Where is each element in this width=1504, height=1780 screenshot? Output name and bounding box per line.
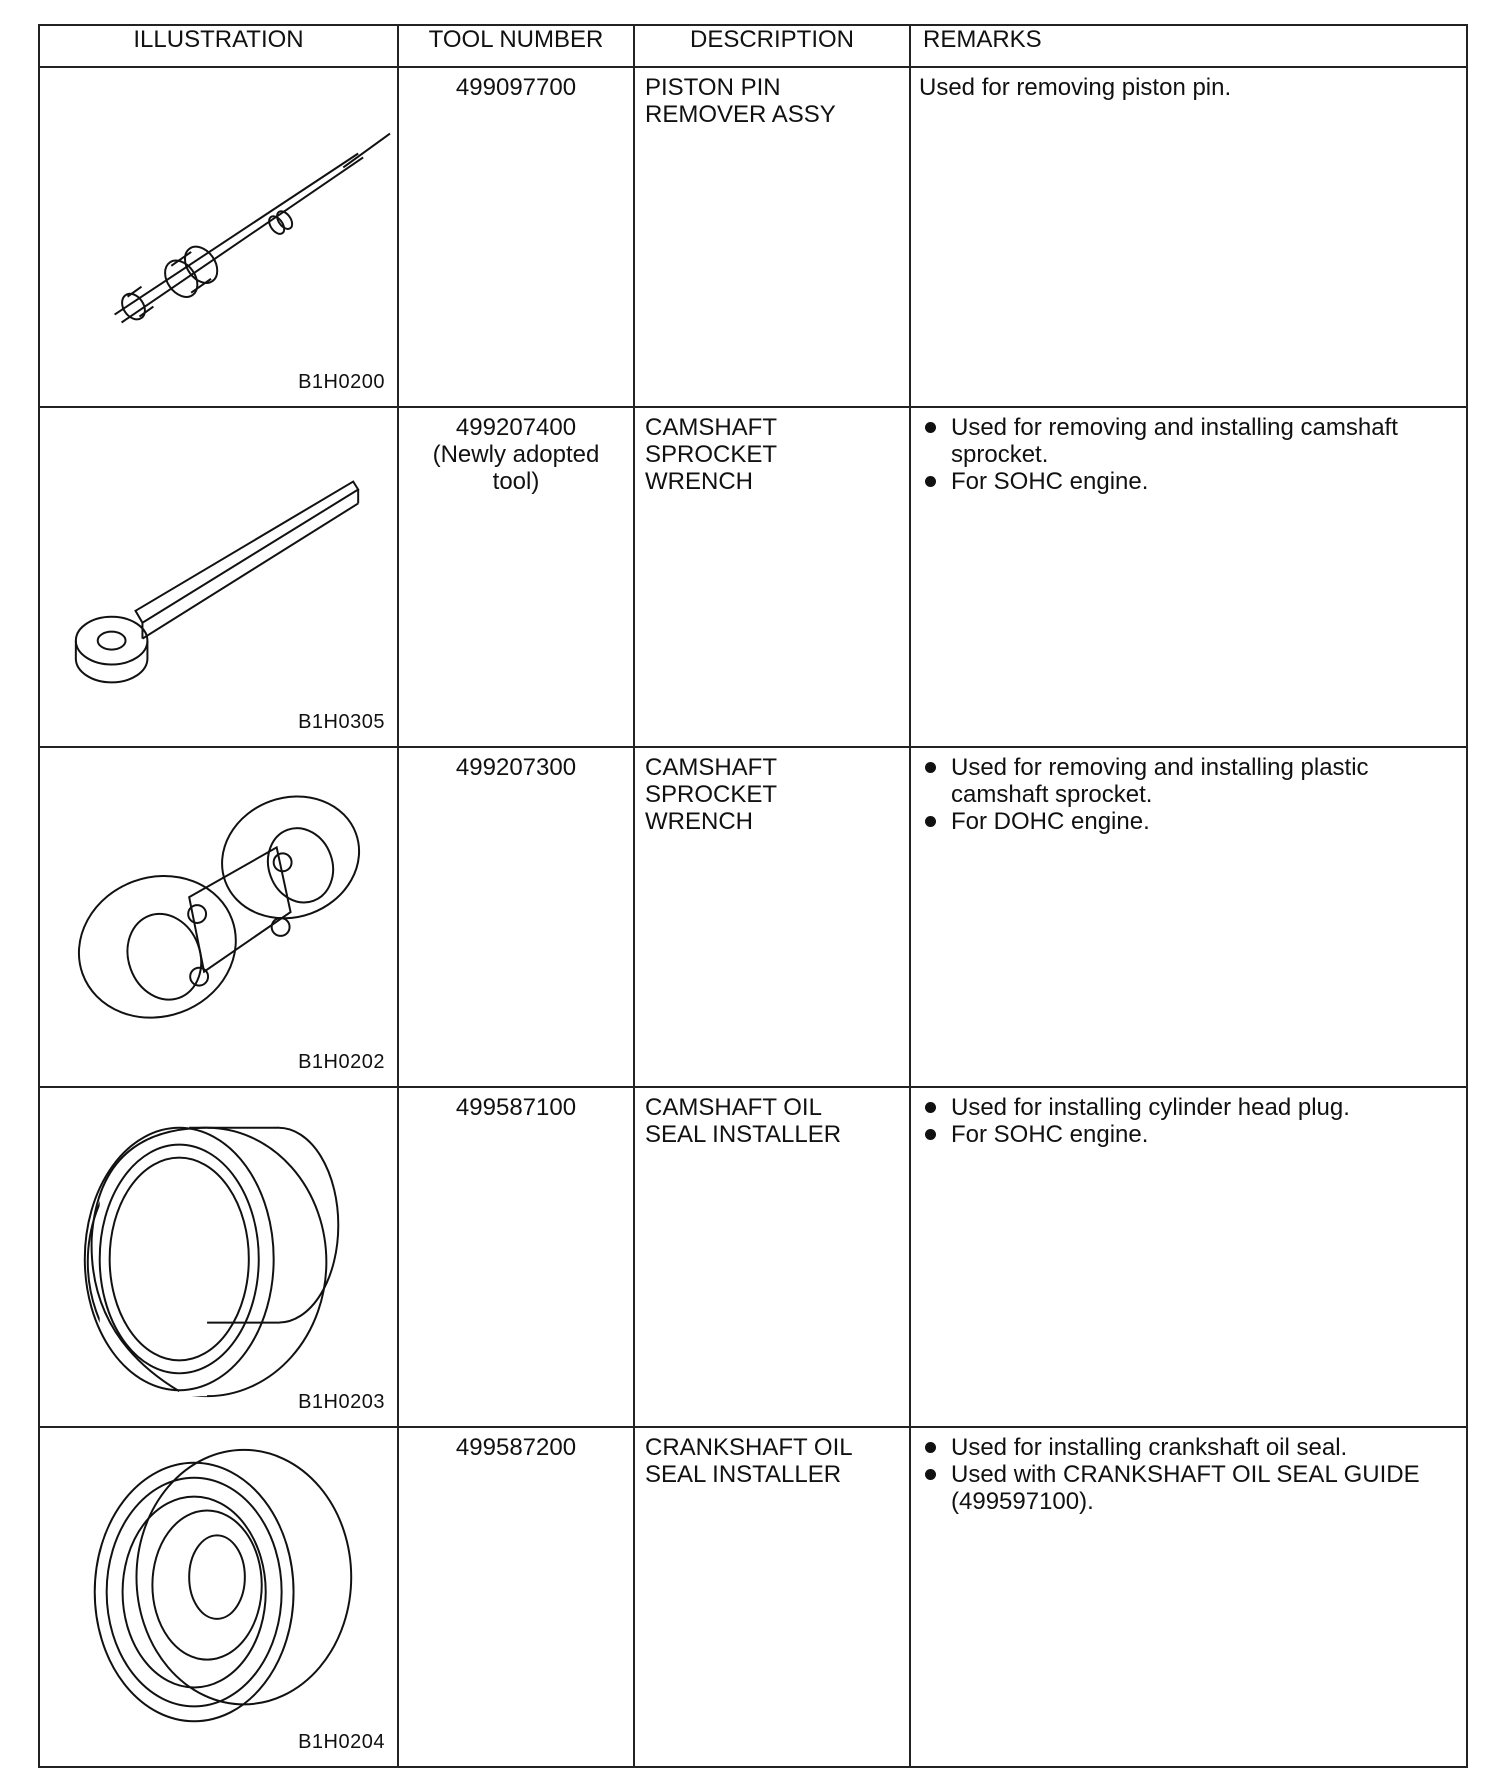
description: PISTON PIN REMOVER ASSY [634, 67, 910, 407]
description: CAMSHAFT SPROCKET WRENCH [634, 407, 910, 747]
piston-pin-remover-icon [40, 68, 397, 406]
header-remarks: REMARKS [910, 25, 1467, 67]
tool-number: 499207400 (Newly adopted tool) [398, 407, 634, 747]
header-illustration: ILLUSTRATION [39, 25, 398, 67]
description: CAMSHAFT SPROCKET WRENCH [634, 747, 910, 1087]
table-row [39, 747, 1467, 1087]
table-row [39, 1087, 1467, 1427]
remark-item: Used for installing cylinder head plug. [919, 1094, 1456, 1121]
table-row [39, 1427, 1467, 1767]
crankshaft-oil-seal-installer-icon [40, 1428, 397, 1766]
tool-number: 499207300 [398, 747, 634, 1087]
header-tool-number: TOOL NUMBER [398, 25, 634, 67]
table-row [39, 407, 1467, 747]
header-description: DESCRIPTION [634, 25, 910, 67]
special-tools-table [38, 24, 1468, 1768]
remarks [910, 407, 1467, 747]
figure-code: B1H0202 [298, 1051, 385, 1073]
figure-code: B1H0305 [298, 711, 385, 733]
remark-item: Used with CRANKSHAFT OIL SEAL GUIDE (499597100). [919, 1461, 1456, 1515]
tool-number: 499587100 [398, 1087, 634, 1427]
header-row [39, 25, 1467, 67]
remark-item: Used for removing and installing plastic camshaft sprocket. [919, 754, 1456, 808]
remarks [910, 1087, 1467, 1427]
remark-text: Used for removing piston pin. [919, 74, 1232, 101]
illustration-cell [39, 67, 398, 407]
remarks [910, 747, 1467, 1087]
figure-code: B1H0200 [298, 371, 385, 393]
figure-code: B1H0204 [298, 1731, 385, 1753]
remark-item: Used for removing and installing camshaft sprocket. [919, 414, 1456, 468]
tool-number: 499097700 [398, 67, 634, 407]
remark-item: For DOHC engine. [919, 808, 1456, 835]
illustration-cell [39, 407, 398, 747]
tool-number: 499587200 [398, 1427, 634, 1767]
camshaft-sprocket-wrench-icon [40, 408, 397, 746]
illustration-cell [39, 1427, 398, 1767]
remarks [910, 1427, 1467, 1767]
remark-item: For SOHC engine. [919, 1121, 1456, 1148]
description: CAMSHAFT OIL SEAL INSTALLER [634, 1087, 910, 1427]
remark-item: Used for installing crankshaft oil seal. [919, 1434, 1456, 1461]
camshaft-oil-seal-installer-icon [40, 1088, 397, 1426]
description: CRANKSHAFT OIL SEAL INSTALLER [634, 1427, 910, 1767]
table-row [39, 67, 1467, 407]
dohc-sprocket-wrench-icon [40, 748, 397, 1086]
tool-table-sheet [38, 24, 1466, 1768]
remarks [910, 67, 1467, 407]
illustration-cell [39, 1087, 398, 1427]
remark-item: For SOHC engine. [919, 468, 1456, 495]
illustration-cell [39, 747, 398, 1087]
figure-code: B1H0203 [298, 1391, 385, 1413]
